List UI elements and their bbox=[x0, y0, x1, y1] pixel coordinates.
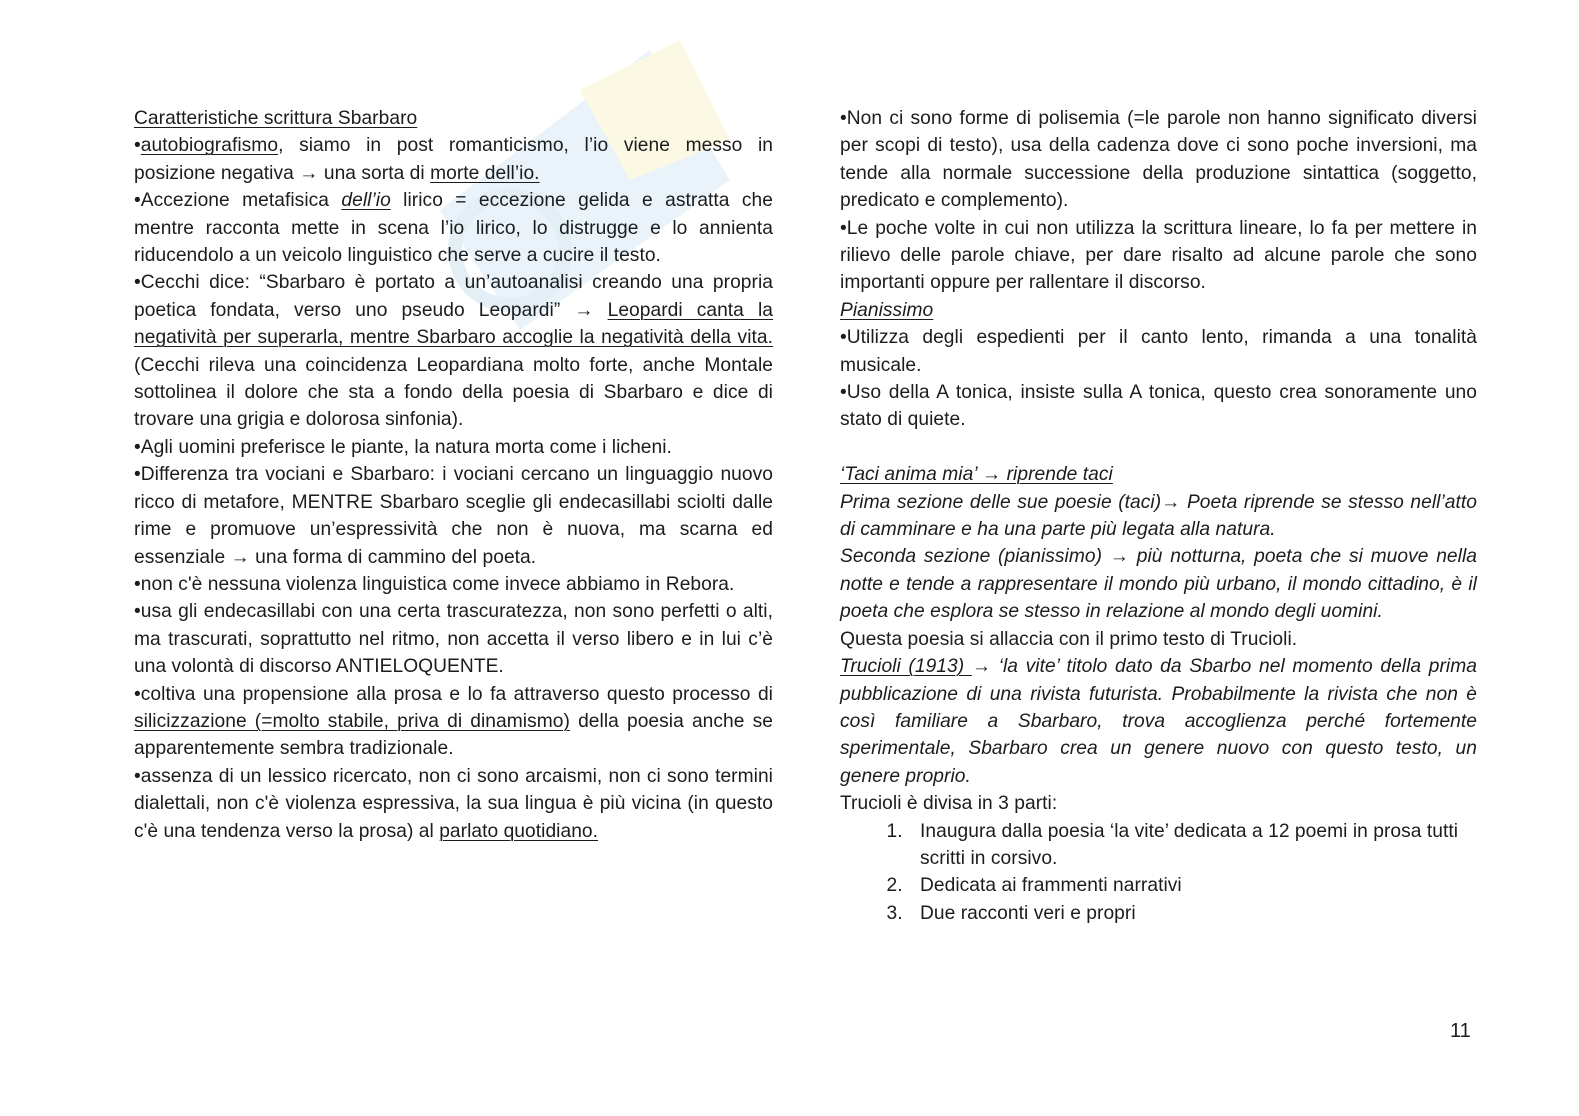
paragraph: •Differenza tra vociani e Sbarbaro: i vociani cercano un linguaggio nuovo ricco di metafore, MENTRE Sbarbaro sceglie gli endecasillabi sciolti dalle rime e promuove un’espressività che non è nuova, ma scarna ed essenziale → una forma di cammino del poeta. bbox=[134, 464, 773, 568]
spacer bbox=[840, 434, 1477, 461]
paragraph: •Utilizza degli espedienti per il canto lento, rimanda a una tonalità musicale. bbox=[840, 327, 1477, 376]
paragraph: Questa poesia si allaccia con il primo testo di Trucioli. bbox=[840, 628, 1298, 650]
right-column bbox=[840, 105, 1477, 927]
page-number: 11 bbox=[1450, 1020, 1471, 1042]
list-item: 2. Dedicata ai frammenti narrativi bbox=[908, 872, 1477, 899]
paragraph: •coltiva una propensione alla prosa e lo fa attraverso questo processo di silicizzazione (=molto stabile, priva di dinamismo) della poesia anche se apparentemente sembra tradizionale. bbox=[134, 683, 773, 760]
paragraph: Prima sezione delle sue poesie (taci)→ Poeta riprende se stesso nell’atto di camminare e ha una parte più legata alla natura. bbox=[840, 491, 1477, 541]
list-item: 1. Inaugura dalla poesia ‘la vite’ dedicata a 12 poemi in prosa tutti scritti in corsivo. bbox=[908, 818, 1477, 873]
section-heading-pianissimo: Pianissimo bbox=[840, 299, 934, 321]
paragraph: Trucioli è divisa in 3 parti: bbox=[840, 793, 1058, 815]
paragraph: •Le poche volte in cui non utilizza la scrittura lineare, lo fa per mettere in rilievo delle parole chiave, per dare risalto ad alcune parole che sono importanti oppure per rallentare il discorso. bbox=[840, 217, 1477, 294]
section-heading-caratteristiche: Caratteristiche scrittura Sbarbaro bbox=[134, 108, 418, 129]
paragraph: •non c'è nessuna violenza linguistica come invece abbiamo in Rebora. bbox=[134, 573, 735, 595]
paragraph: •autobiografismo, siamo in post romanticismo, l’io viene messo in posizione negativa → una sorta di morte dell’io. bbox=[134, 135, 773, 184]
paragraph: •Accezione metafisica dell’io lirico = eccezione gelida e astratta che mentre racconta mette in scena l’io lirico, lo distrugge e lo annienta riducendolo a un veicolo linguistico che serve a cucire il testo. bbox=[134, 190, 773, 267]
paragraph: •Cecchi dice: “Sbarbaro è portato a un’autoanalisi creando una propria poetica fondata, verso uno pseudo Leopardi” → Leopardi canta la negatività per superarla, mentre Sbarbaro accoglie la negatività della vita. (Cecchi rileva una coincidenza Leopardiana molto forte, anche Montale sottolinea il dolore che sta a fondo della poesia di Sbarbaro e dice di trovare una grigia e dolorosa sinfonia). bbox=[134, 272, 773, 431]
left-column bbox=[134, 105, 773, 845]
paragraph: •Uso della A tonica, insiste sulla A tonica, questo crea sonoramente uno stato di quiete. bbox=[840, 382, 1477, 431]
paragraph: •Non ci sono forme di polisemia (=le parole non hanno significato diversi per scopi di testo), usa della cadenza dove ci sono poche inversioni, ma tende alla normale successione della produzione sintattica (soggetto, predicato e complemento). bbox=[840, 108, 1477, 212]
paragraph: •Agli uomini preferisce le piante, la natura morta come i licheni. bbox=[134, 436, 672, 458]
paragraph: •usa gli endecasillabi con una certa trascuratezza, non sono perfetti o alti, ma trascurati, soprattutto nel ritmo, non accetta il verso libero e in lui c’è una volontà di discorso ANTIELOQUENTE. bbox=[134, 601, 773, 678]
paragraph: •assenza di un lessico ricercato, non ci sono arcaismi, non ci sono termini dialettali, non c'è violenza espressiva, la sua lingua è più vicina (in questo c'è una tendenza verso la prosa) al parlato quotidiano. bbox=[134, 765, 773, 842]
parts-list bbox=[840, 818, 1477, 928]
section-heading-taci: ‘Taci anima mia’ → riprende taci bbox=[840, 464, 1113, 486]
paragraph: Seconda sezione (pianissimo) → più notturna, poeta che si muove nella notte e tende a rappresentare il mondo più urbano, il mondo cittadino, è il poeta che esplora se stesso in relazione al mondo degli uomini. bbox=[840, 546, 1477, 623]
paragraph: Trucioli (1913) → ‘la vite’ titolo dato da Sbarbo nel momento della prima pubblicazione di una rivista futurista. Probabilmente la rivista che non è così familiare a Sbarbaro, trova accoglienza perché fortemente sperimentale, Sbarbaro crea un genere nuovo con questo testo, un genere proprio. bbox=[840, 656, 1477, 787]
list-item: 3. Due racconti veri e propri bbox=[908, 900, 1477, 927]
